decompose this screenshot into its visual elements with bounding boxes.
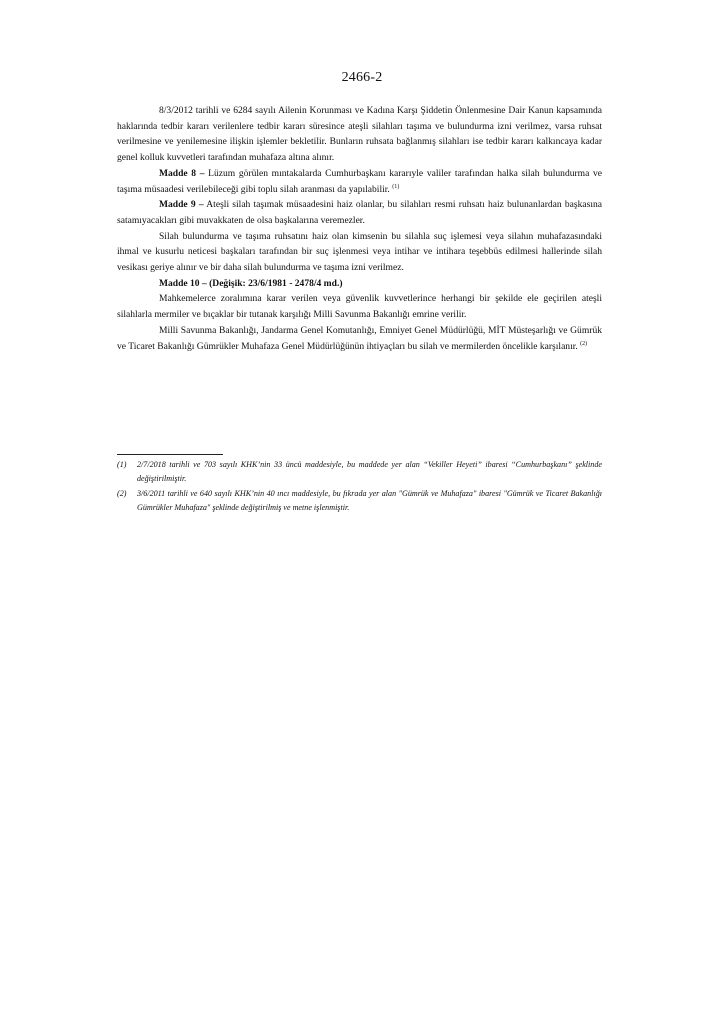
paragraph-confiscation: Mahkemelerce zoralımına karar verilen veya güvenlik kuvvetlerince herhangi bir şekilde ele geçirilen ateşli silahlarla mermiler ve bıçaklar bir tutanak karşılığı Milli Savunma Bakanlığı emrine verilir.	[117, 293, 602, 321]
footnote-1	[117, 458, 602, 487]
page-number: 2466-2	[341, 70, 383, 85]
footnote-divider	[117, 454, 223, 455]
footnotes	[117, 458, 602, 516]
article-10-heading: Madde 10 – (Değişik: 23/6/1981 - 2478/4 md.)	[159, 277, 343, 289]
footnote-1-text: 2/7/2018 tarihli ve 703 sayılı KHK’nin 33 üncü maddesiyle, bu maddede yer alan “Vekiller Heyeti” ibaresi “Cumhurbaşkanı” şeklinde değiştirilmiştir.	[137, 460, 602, 484]
paragraph-protection-order: 8/3/2012 tarihli ve 6284 sayılı Ailenin Korunması ve Kadına Karşı Şiddetin Önlenmesine Dair Kanun kapsamında haklarında tedbir kararı verilenlere tedbir kararı süresince ateşli silahları taşıma ve bulundurma izni verilmez, varsa ruhsat verilmesine ve yenilemesine ilişkin işlemler bekletilir. Bunların ruhsata bağlanmış silahları ise tedbir kararı kalkıncaya kadar genel kolluk kuvvetleri tarafından muhafaza altına alınır.	[117, 105, 602, 164]
article-8	[117, 166, 602, 197]
article-9	[117, 197, 602, 228]
article-9-text: Ateşli silah taşımak müsaadesini haiz olanlar, bu silahları resmi ruhsatı haiz bulunanlardan başkasına satamıyacakları gibi muvakkaten de olsa başkalarına veremezler.	[117, 199, 602, 226]
footnote-1-mark: (1)	[117, 460, 127, 469]
footnote-2-text: 3/6/2011 tarihli ve 640 sayılı KHK’nin 40 ıncı maddesiyle, bu fıkrada yer alan "Gümrük ve Muhafaza" ibaresi "Gümrük ve Ticaret Bakanlığı Gümrükler Muhafaza" şeklinde değiştirilmiş ve metne işlenmiştir.	[137, 488, 602, 513]
article-8-heading: Madde 8 –	[159, 167, 205, 179]
article-9-heading: Madde 9 –	[159, 199, 204, 211]
law-text-body	[117, 103, 602, 354]
paragraph-priority-needs-text: Milli Savunma Bakanlığı, Jandarma Genel Komutanlığı, Emniyet Genel Müdürlüğü, MİT Müsteşarlığı ve Gümrük ve Ticaret Bakanlığı Gümrükler Muhafaza Genel Müdürlüğünün ihtiyaçları bu silah ve mermilerden öncelikle karşılanır.	[117, 324, 602, 352]
footnote-2-mark: (2)	[117, 488, 127, 498]
paragraph-priority-needs	[117, 323, 602, 354]
footnote-ref-2[interactable]: (2)	[580, 340, 588, 347]
paragraph-license-revocation: Silah bulundurma ve taşıma ruhsatını haiz olan kimsenin bu silahla suç işlemesi veya silahın muhafazasındaki ihmal ve kusurlu neticesi başkaları tarafından bir suç işlenmesi veya intihar ve intihara teşebbüs edilmesi hallerinde silah vesikası geriye alınır ve bir daha silah bulundurma ve taşıma izni verilmez.	[117, 230, 602, 274]
footnote-ref-1[interactable]: (1)	[392, 183, 400, 190]
footnote-2	[117, 487, 602, 516]
article-8-text: Lüzum görülen mıntakalarda Cumhurbaşkanı kararıyle valiler tarafından halka silah bulundurma ve taşıma müsaadesi verilebileceği gibi toplu silah aranması da yapılabilir.	[117, 167, 602, 195]
